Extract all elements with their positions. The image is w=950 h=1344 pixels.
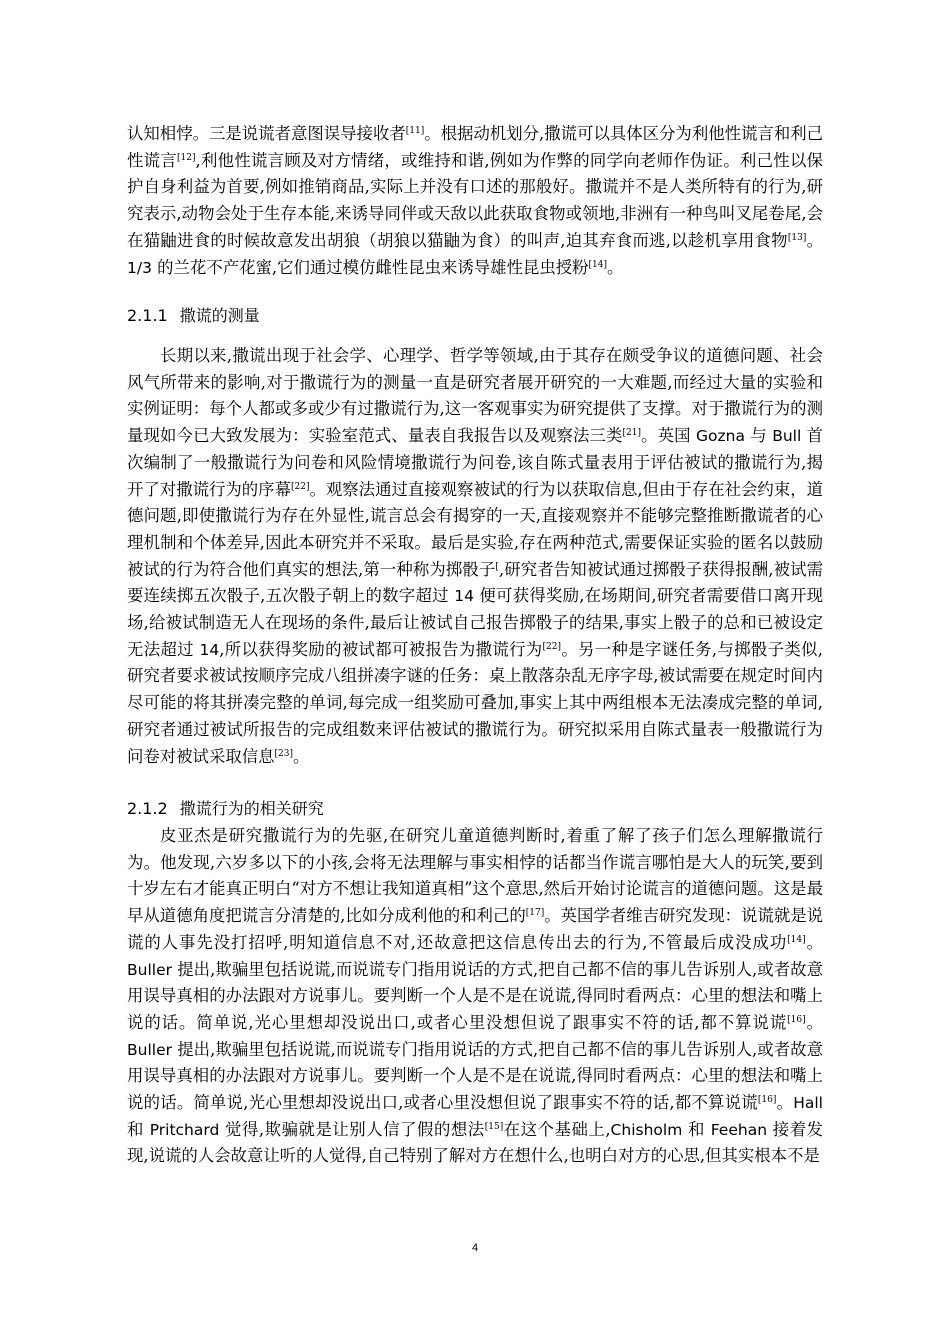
- section-heading-related-research: [127, 796, 324, 823]
- citation: [15]: [484, 1121, 504, 1132]
- citation: [23]: [274, 748, 293, 759]
- section-heading-measurement: [127, 303, 260, 330]
- section-number: 2.1.2: [127, 799, 168, 818]
- section-title: 撒谎行为的相关研究: [179, 799, 324, 818]
- citation: [21]: [622, 428, 642, 439]
- paragraph-lying-measurement: 长期以来,撒谎出现于社会学、心理学、哲学等领域,由于其存在颇受争议的道德问题、社会风气所带来的影响,对于撒谎行为的测量一直是研究者展开研究的一大难题,而经过大量的实验和实例证明：每个人都或多或少有过撒谎行为,这一客观事实为研究提供了支撑。对于撒谎行为的测量现如今已大致发展为：实验室范式、量表自我报告以及观察法三类[21]。英国 Gozna 与 Bull 首次编制了一般撒谎行为问卷和风险情境撒谎行为问卷,该自陈式量表用于评估被试的撒谎行为,揭开了对撒谎行为的序幕[22]。观察法通过直接观察被试的行为以获取信息,但由于存在社会约束，道德问题,即使撒谎行为存在外显性,谎言总会有揭穿的一天,直接观察并不能够完整推断撒谎者的心理机制和个体差异,因此本研究并不采取。最后是实验,存在两种范式,需要保证实验的匿名以鼓励被试的行为符合他们真实的想法,第一种称为掷骰子[,研究者告知被试通过掷骰子获得报酬,被试需要连续掷五次骰子,五次骰子朝上的数字超过 14 便可获得奖励,在场期间,研究者需要借口离开现场,给被试制造无人在现场的条件,最后让被试自己报告掷骰子的结果,事实上骰子的总和已被设定无法超过 14,所以获得奖励的被试都可被报告为撒谎行为[22]。另一种是字谜任务,与掷骰子类似,研究者要求被试按顺序完成八组拼凑字谜的任务：桌上散落杂乱无序字母,被试需要在规定时间内尽可能的将其拼凑完整的单词,每完成一组奖励可叠加,事实上其中两组根本无法凑成完整的单词,研究者通过被试所报告的完成组数来评估被试的撒谎行为。研究拟采用自陈式量表一般撒谎行为问卷对被试采取信息[23]。: [127, 346, 824, 766]
- citation: [16]: [787, 1014, 806, 1025]
- citation: [14]: [588, 259, 608, 270]
- citation: [17]: [525, 908, 545, 919]
- citation: [11]: [405, 126, 425, 136]
- citation: [22]: [290, 481, 310, 492]
- section-title: 撒谎的测量: [179, 306, 260, 325]
- citation: [14]: [787, 934, 806, 945]
- page-number: 4: [471, 1242, 479, 1254]
- citation: [12]: [177, 152, 196, 163]
- paragraph-lying-motives: 认知相悖。三是说谎者意图误导接收者[11]。根据动机划分,撒谎可以具体区分为利他性谎言和利己性谎言[12],利他性谎言顾及对方情绪，或维持和谐,例如为作弊的同学向老师作伪证。利己性以保护自身利益为首要,例如推销商品,实际上并没有口述的那般好。撒谎并不是人类所特有的行为,研究表示,动物会处于生存本能,来诱导同伴或天敌以此获取食物或领地,非洲有一种鸟叫叉尾卷尾,会在猫鼬进食的时候故意发出胡狼（胡狼以猫鼬为食）的叫声,迫其弃食而逃,以趁机享用食物[13]。1/3 的兰花不产花蜜,它们通过模仿雌性昆虫来诱导雄性昆虫授粉[14]。: [127, 124, 824, 277]
- citation: [22]: [542, 641, 562, 652]
- citation: [: [495, 561, 499, 572]
- citation: [13]: [787, 232, 807, 243]
- section-number: 2.1.1: [127, 306, 168, 325]
- paragraph-related-research: 皮亚杰是研究撒谎行为的先驱,在研究儿童道德判断时,着重了解了孩子们怎么理解撒谎行为。他发现,六岁多以下的小孩,会将无法理解与事实相悖的话都当作谎言哪怕是大人的玩笑,要到十岁左右才能真正明白“对方不想让我知道真相”这个意思,然后开始讨论谎言的道德问题。这是最早从道德角度把谎言分清楚的,比如分成利他的和利己的[17]。英国学者维吉研究发现：说谎就是说谎的人事先没打招呼,明知道信息不对,还故意把这信息传出去的行为,不管最后成没成功[14]。Buller 提出,欺骗里包括说谎,而说谎专门指用说话的方式,把自己都不信的事儿告诉别人,或者故意用误导真相的办法跟对方说事儿。要判断一个人是不是在说谎,得同时看两点：心里的想法和嘴上说的话。简单说,光心里想却没说出口,或者心里没想但说了跟事实不符的话,都不算说谎[16]。Buller 提出,欺骗里包括说谎,而说谎专门指用说话的方式,把自己都不信的事儿告诉别人,或者故意用误导真相的办法跟对方说事儿。要判断一个人是不是在说谎,得同时看两点：心里的想法和嘴上说的话。简单说,光心里想却没说出口,或者心里没想但说了跟事实不符的话,都不算说谎[16]。Hall 和 Pritchard 觉得,欺骗就是让别人信了假的想法[15]在这个基础上,Chisholm 和 Feehan 接着发现,说谎的人会故意让听的人觉得,自己特别了解对方在想什么,也明白对方的心思,但其实根本不是: [127, 826, 824, 1166]
- citation: [16]: [757, 1095, 777, 1106]
